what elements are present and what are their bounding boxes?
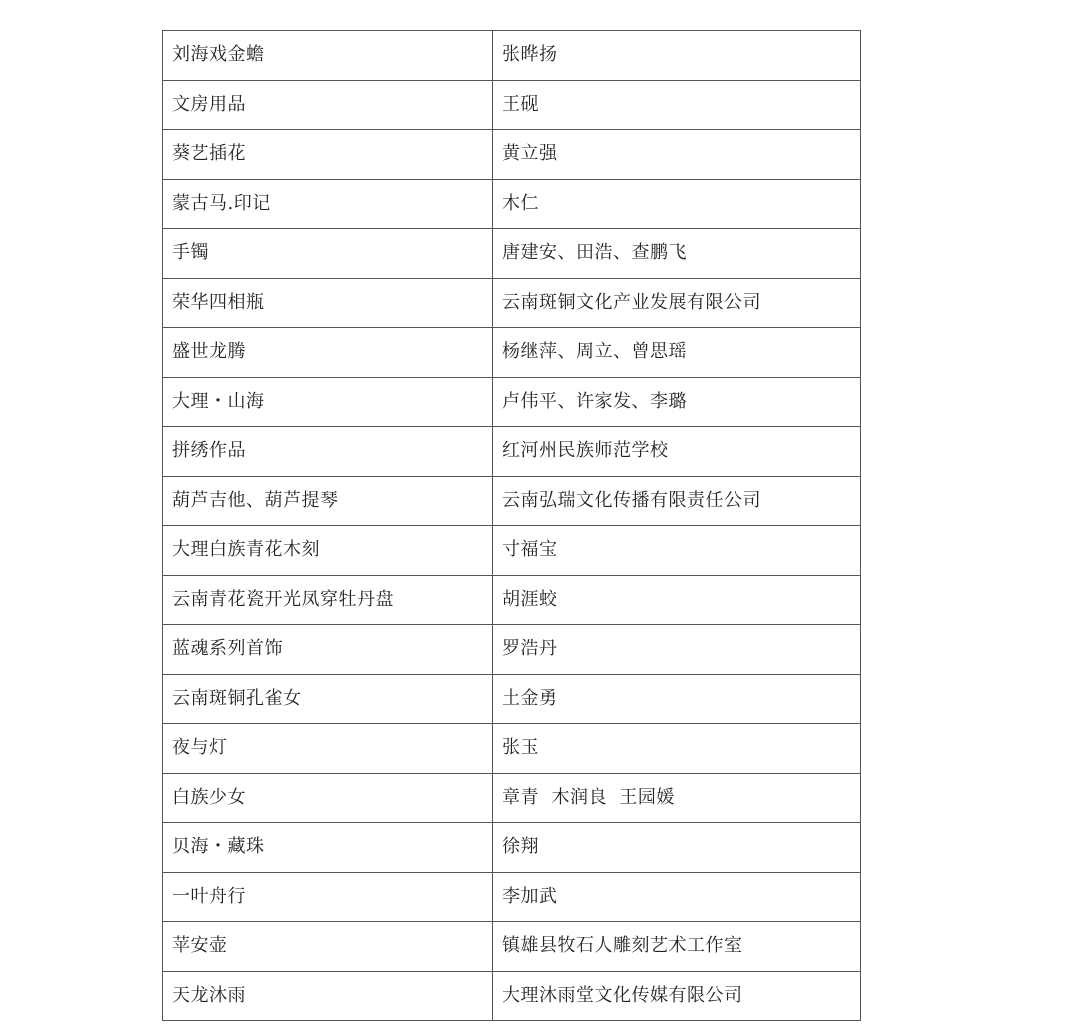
- author-cell: 张晔扬: [493, 31, 861, 81]
- author-cell: 红河州民族师范学校: [493, 427, 861, 477]
- author-cell: 寸福宝: [493, 526, 861, 576]
- table-row: [163, 773, 861, 823]
- table-row: [163, 922, 861, 972]
- table-row: [163, 130, 861, 180]
- awards-table: [162, 30, 861, 1021]
- work-title-cell: 云南青花瓷开光凤穿牡丹盘: [163, 575, 493, 625]
- work-title-cell: 苹安壶: [163, 922, 493, 972]
- work-title-cell: 盛世龙腾: [163, 328, 493, 378]
- work-title-cell: 刘海戏金蟾: [163, 31, 493, 81]
- work-title-cell: 云南斑铜孔雀女: [163, 674, 493, 724]
- table-row: [163, 229, 861, 279]
- author-cell: 黄立强: [493, 130, 861, 180]
- work-title-cell: 荣华四相瓶: [163, 278, 493, 328]
- table-row: [163, 575, 861, 625]
- author-cell: 章青 木润良 王园媛: [493, 773, 861, 823]
- table-row: [163, 179, 861, 229]
- table-row: [163, 872, 861, 922]
- work-title-cell: 葫芦吉他、葫芦提琴: [163, 476, 493, 526]
- table-row: [163, 328, 861, 378]
- author-cell: 杨继萍、周立、曾思瑶: [493, 328, 861, 378]
- table-row: [163, 823, 861, 873]
- work-title-cell: 大理白族青花木刻: [163, 526, 493, 576]
- work-title-cell: 蓝魂系列首饰: [163, 625, 493, 675]
- table-row: [163, 80, 861, 130]
- author-cell: 胡涯蛟: [493, 575, 861, 625]
- work-title-cell: 蒙古马.印记: [163, 179, 493, 229]
- author-cell: 木仁: [493, 179, 861, 229]
- author-cell: 镇雄县牧石人雕刻艺术工作室: [493, 922, 861, 972]
- author-cell: 罗浩丹: [493, 625, 861, 675]
- table-row: [163, 625, 861, 675]
- work-title-cell: 拼绣作品: [163, 427, 493, 477]
- author-cell: 唐建安、田浩、查鹏飞: [493, 229, 861, 279]
- work-title-cell: 白族少女: [163, 773, 493, 823]
- author-cell: 大理沐雨堂文化传媒有限公司: [493, 971, 861, 1021]
- table-row: [163, 724, 861, 774]
- work-title-cell: 贝海・藏珠: [163, 823, 493, 873]
- table-row: [163, 476, 861, 526]
- table-row: [163, 278, 861, 328]
- work-title-cell: 一叶舟行: [163, 872, 493, 922]
- author-cell: 李加武: [493, 872, 861, 922]
- author-cell: 土金勇: [493, 674, 861, 724]
- table-row: [163, 674, 861, 724]
- work-title-cell: 文房用品: [163, 80, 493, 130]
- work-title-cell: 手镯: [163, 229, 493, 279]
- author-cell: 云南斑铜文化产业发展有限公司: [493, 278, 861, 328]
- author-cell: 徐翔: [493, 823, 861, 873]
- work-title-cell: 葵艺插花: [163, 130, 493, 180]
- work-title-cell: 夜与灯: [163, 724, 493, 774]
- table-row: [163, 427, 861, 477]
- work-title-cell: 天龙沐雨: [163, 971, 493, 1021]
- table-row: [163, 971, 861, 1021]
- author-cell: 卢伟平、许家发、李璐: [493, 377, 861, 427]
- table-row: [163, 377, 861, 427]
- work-title-cell: 大理・山海: [163, 377, 493, 427]
- table-row: [163, 526, 861, 576]
- author-cell: 云南弘瑞文化传播有限责任公司: [493, 476, 861, 526]
- author-cell: 王砚: [493, 80, 861, 130]
- table-row: [163, 31, 861, 81]
- author-cell: 张玉: [493, 724, 861, 774]
